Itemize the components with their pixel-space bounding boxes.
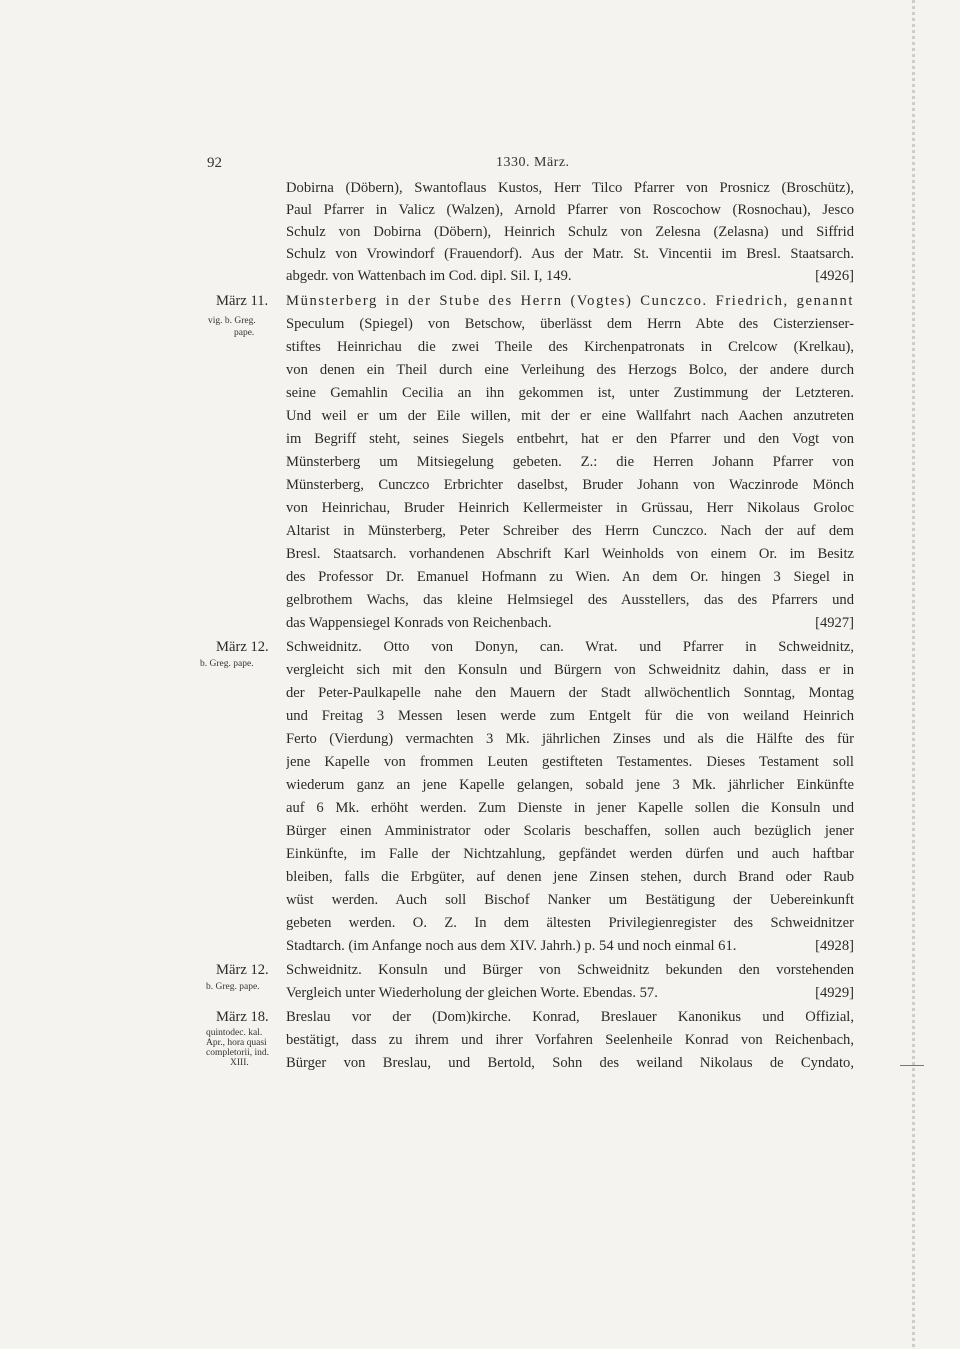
text-line: stiftes Heinrichau die zwei Theile des Kirchenpatronats in Crelcow (Krelkau), (286, 339, 854, 355)
text-line: von Heinrichau, Bruder Heinrich Kellermeister in Grüssau, Herr Nikolaus Groloc (286, 500, 854, 516)
margin-note: vig. b. Greg. (208, 316, 256, 326)
text-line-with-ref (286, 612, 854, 634)
entry-ref: [4927] (815, 615, 854, 631)
text-line: Münsterberg um Mitsiegelung gebeten. Z.: die Herren Johann Pfarrer von (286, 454, 854, 470)
text-line: des Professor Dr. Emanuel Hofmann zu Wien. An dem Or. hingen 3 Siegel in (286, 569, 854, 585)
text-line: Bürger von Breslau, und Bertold, Sohn des weiland Nikolaus de Cyndato, (286, 1055, 854, 1071)
text-line: Einkünfte, im Falle der Nichtzahlung, gepfändet werden dürfen und auch haftbar (286, 846, 854, 862)
margin-note: quintodec. kal. (206, 1028, 263, 1038)
text-line: vergleicht sich mit den Konsuln und Bürgern von Schweidnitz dahin, dass er in (286, 662, 854, 678)
text-line: Speculum (Spiegel) von Betschow, überlässt dem Herrn Abte des Cisterzienser- (286, 316, 854, 332)
text-line: Münsterberg, Cunczco Erbrichter daselbst, Bruder Johann von Waczinrode Mönch (286, 477, 854, 493)
entry-ref: [4926] (815, 268, 854, 284)
text-line: seine Gemahlin Cecilia an ihn gekommen ist, unter Zustimmung der Letzteren. (286, 385, 854, 401)
running-head: 1330. März. (496, 155, 570, 170)
entry-ref: [4928] (815, 938, 854, 954)
text-line: Schweidnitz. Konsuln und Bürger von Schweidnitz bekunden den vorstehenden (286, 962, 854, 978)
text-line: Paul Pfarrer in Valicz (Walzen), Arnold Pfarrer von Roscochow (Rosnochau), Jesco (286, 202, 854, 218)
text-line: jene Kapelle von frommen Leuten gestifteten Testamentes. Dieses Testament soll (286, 754, 854, 770)
text-line: Schulz von Vrowindorf (Frauendorf). Aus der Matr. St. Vincentii im Bresl. Staatsarch. (286, 246, 854, 262)
text-line: und Freitag 3 Messen lesen werde zum Entgelt für die von weiland Heinrich (286, 708, 854, 724)
text-line: Stadtarch. (im Anfange noch aus dem XIV. Jahrh.) p. 54 und noch einmal 61. (286, 938, 737, 954)
margin-note: completorii, ind. (206, 1048, 270, 1058)
text-line: wiederum ganz an jene Kapelle gelangen, sobald jene 3 Mk. jährlicher Einkünfte (286, 777, 854, 793)
text-line: Schweidnitz. Otto von Donyn, can. Wrat. und Pfarrer in Schweidnitz, (286, 639, 854, 655)
text-line: Vergleich unter Wiederholung der gleichen Worte. Ebendas. 57. (286, 985, 658, 1001)
margin-note: XIII. (230, 1058, 249, 1068)
text-line: Bresl. Staatsarch. vorhandenen Abschrift Karl Weinholds von einem Or. im Besitz (286, 546, 854, 562)
text-line: Altarist in Münsterberg, Peter Schreiber des Herrn Cunczco. Nach der auf dem (286, 523, 854, 539)
text-line: bestätigt, dass zu ihrem und ihrer Vorfahren Seelenheile Konrad von Reichenbach, (286, 1032, 854, 1048)
entry-ref: [4929] (815, 985, 854, 1001)
entry-date: März 18. (216, 1009, 269, 1025)
entry-date: März 11. (216, 293, 269, 309)
text-line: wüst werden. Auch soll Bischof Nanker um Bestätigung der Uebereinkunft (286, 892, 854, 908)
margin-note: Apr., hora quasi (206, 1038, 267, 1048)
text-line: Bürger einen Amministrator oder Scolaris beschaffen, sollen auch bezüglich jener (286, 823, 854, 839)
entry-date: März 12. (216, 639, 269, 655)
text-line: auf 6 Mk. erhöht werden. Zum Dienste in jener Kapelle sollen die Konsuln und (286, 800, 854, 816)
text-line-with-ref (286, 982, 854, 1004)
text-line-with-ref (286, 935, 854, 957)
page-number: 92 (207, 155, 222, 171)
entry-date: März 12. (216, 962, 269, 978)
margin-note: pape. (234, 328, 255, 338)
text-line-with-ref (286, 265, 854, 287)
text-line: Dobirna (Döbern), Swantoflaus Kustos, Herr Tilco Pfarrer von Prosnicz (Broschütz), (286, 180, 854, 196)
margin-note: b. Greg. pape. (206, 982, 260, 992)
page-edge (912, 0, 915, 1349)
text-line: im Begriff steht, seines Siegels entbehrt, hat er den Pfarrer und den Vogt von (286, 431, 854, 447)
text-line: von denen ein Theil durch eine Verleihung des Herzogs Bolco, der andere durch (286, 362, 854, 378)
text-line: Ferto (Vierdung) vermachten 3 Mk. jährlichen Zinses und als die Hälfte des für (286, 731, 854, 747)
text-line: Breslau vor der (Dom)kirche. Konrad, Breslauer Kanonikus und Offizial, (286, 1009, 854, 1025)
edge-mark (900, 1065, 924, 1066)
margin-note: b. Greg. pape. (200, 659, 254, 669)
text-line: bleiben, falls die Erbgüter, auf denen jene Zinsen stehen, durch Brand oder Raub (286, 869, 854, 885)
text-line: Schulz von Dobirna (Döbern), Heinrich Schulz von Zelesna (Zelasna) und Siffrid (286, 224, 854, 240)
text-line: der Peter-Paulkapelle nahe den Mauern der Stadt allwöchentlich Sonntag, Montag (286, 685, 854, 701)
text-line: Und weil er um der Eile willen, mit der er eine Wallfahrt nach Aachen anzutreten (286, 408, 854, 424)
text-line: gelbrothem Wachs, das kleine Helmsiegel des Ausstellers, das des Pfarrers und (286, 592, 854, 608)
text-line: Münsterberg in der Stube des Herrn (Vogtes) Cunczco. Friedrich, genannt (286, 293, 854, 309)
text-line: gebeten werden. O. Z. In dem ältesten Privilegienregister des Schweidnitzer (286, 915, 854, 931)
text-line: das Wappensiegel Konrads von Reichenbach. (286, 615, 552, 631)
text-line: abgedr. von Wattenbach im Cod. dipl. Sil. I, 149. (286, 268, 572, 284)
